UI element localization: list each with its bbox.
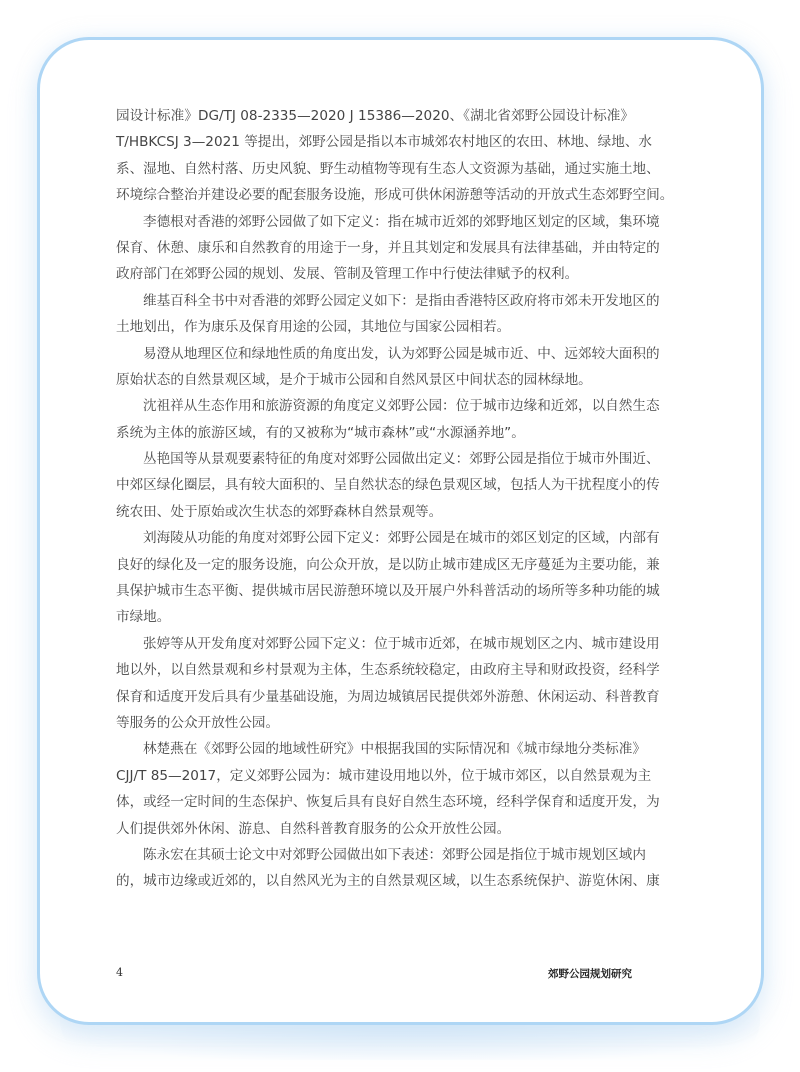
paragraph <box>116 631 660 737</box>
text-line: 具保护城市生态平衡、提供城市居民游憩环境以及开展户外科普活动的场所等多种功能的城 <box>116 583 660 600</box>
text-line: 人们提供郊外休闲、游息、自然科普教育服务的公众开放性公园。 <box>116 820 511 837</box>
text-line: 系、湿地、自然村落、历史风貌、野生动植物等现有生态人文资源为基础，通过实施土地、 <box>116 160 660 177</box>
text-line: 保育和适度开发后具有少量基础设施，为周边城镇居民提供郊外游憩、休闲运动、科普教育 <box>116 688 660 705</box>
text-line: 政府部门在郊野公园的规划、发展、管制及管理工作中行使法律赋予的权利。 <box>116 266 579 283</box>
text-line: 丛艳国等从景观要素特征的角度对郊野公园做出定义：郊野公园是指位于城市外围近、 <box>143 451 660 468</box>
text-line: 沈祖祥从生态作用和旅游资源的角度定义郊野公园：位于城市边缘和近郊，以自然生态 <box>143 398 660 415</box>
body-text <box>116 103 674 895</box>
text-line: 环境综合整治并建设必要的配套服务设施，形成可供休闲游憩等活动的开放式生态郊野空间。 <box>116 187 674 204</box>
running-footer-title: 郊野公园规划研究 <box>548 968 632 980</box>
text-line: 地以外，以自然景观和乡村景观为主体，生态系统较稳定，由政府主导和财政投资，经科学 <box>116 662 660 679</box>
paragraph <box>116 103 674 209</box>
paragraph <box>116 842 660 895</box>
text-line: 维基百科全书中对香港的郊野公园定义如下：是指由香港特区政府将市郊未开发地区的 <box>143 292 660 309</box>
text-line: 陈永宏在其硕士论文中对郊野公园做出如下表述：郊野公园是指位于城市规划区域内 <box>143 846 646 863</box>
text-line: 土地划出，作为康乐及保育用途的公园，其地位与国家公园相若。 <box>116 319 511 336</box>
text-line: T/HBKCSJ 3—2021 等提出，郊野公园是指以本市城郊农村地区的农田、林地、绿地、水 <box>116 134 653 151</box>
page-number: 4 <box>116 966 123 979</box>
text-line: 中郊区绿化圈层，具有较大面积的、呈自然状态的绿色景观区域，包括人为干扰程度小的传 <box>116 477 660 494</box>
paragraph <box>116 288 660 341</box>
text-line: 体，或经一定时间的生态保护、恢复后具有良好自然生态环境，经科学保育和适度开发，为 <box>116 794 660 811</box>
text-line: 园设计标准》DG/TJ 08-2335—2020 J 15386—2020、《湖北省郊野公园设计标准》 <box>116 108 634 124</box>
text-line: 保育、休憩、康乐和自然教育的用途于一身，并且其划定和发展具有法律基础，并由特定的 <box>116 239 660 256</box>
text-line: 张婷等从开发角度对郊野公园下定义：位于城市近郊，在城市规划区之内、城市建设用 <box>143 635 660 652</box>
paragraph <box>116 341 660 394</box>
text-line: CJJ/T 85—2017，定义郊野公园为：城市建设用地以外，位于城市郊区，以自然景观为主 <box>116 767 652 784</box>
text-line: 统农田、处于原始或次生状态的郊野森林自然景观等。 <box>116 503 443 520</box>
paragraph <box>116 525 660 631</box>
text-line: 系统为主体的旅游区域，有的又被称为“城市森林”或“水源涵养地”。 <box>116 424 525 441</box>
text-line: 原始状态的自然景观区域，是介于城市公园和自然风景区中间状态的园林绿地。 <box>116 371 592 388</box>
text-line: 李德根对香港的郊野公园做了如下定义：指在城市近郊的郊野地区划定的区域，集环境 <box>143 213 660 230</box>
text-line: 等服务的公众开放性公园。 <box>116 714 280 731</box>
text-line: 的，城市边缘或近郊的，以自然风光为主的自然景观区域，以生态系统保护、游览休闲、康 <box>116 873 660 890</box>
paragraph <box>116 393 660 446</box>
text-line: 林楚燕在《郊野公园的地域性研究》中根据我国的实际情况和《城市绿地分类标准》 <box>143 741 646 758</box>
paragraph <box>116 736 660 842</box>
text-line: 易澄从地理区位和绿地性质的角度出发，认为郊野公园是城市近、中、远郊较大面积的 <box>143 345 660 362</box>
text-line: 良好的绿化及一定的服务设施，向公众开放，是以防止城市建成区无序蔓延为主要功能，兼 <box>116 556 660 573</box>
paragraph <box>116 446 660 525</box>
text-line: 市绿地。 <box>116 609 171 626</box>
text-line: 刘海陵从功能的角度对郊野公园下定义：郊野公园是在城市的郊区划定的区域，内部有 <box>143 530 660 547</box>
paragraph <box>116 209 660 288</box>
